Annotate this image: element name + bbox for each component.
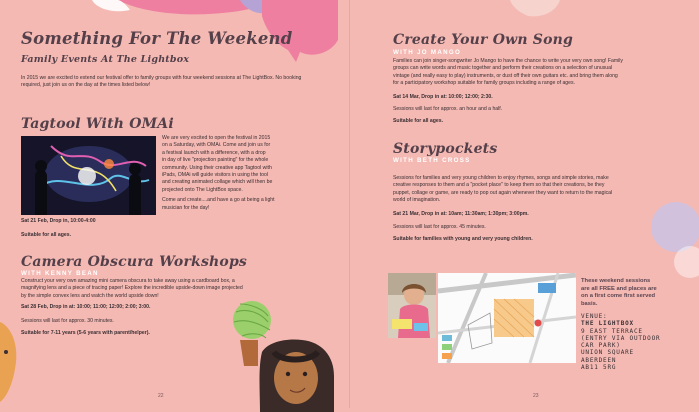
song-line: Families can join singer-songwriter Jo Mango to have the chance to write your very own song! Family (393, 58, 624, 64)
free-note-line: These weekend sessions (581, 278, 651, 284)
tagtool-photo (21, 136, 156, 215)
venue-address (581, 313, 693, 371)
song-description (393, 58, 693, 88)
song-title: Create Your Own Song (393, 32, 574, 48)
song-duration: Sessions will last for approx. an hour and a half. (393, 106, 503, 112)
story-line: puppet, collage or game, are ready to pop out again whenever they want to return to the magical (393, 189, 613, 196)
venue-line: VENUE: (581, 313, 608, 320)
camera-duration: Sessions will last for approx. 30 minutes. (21, 318, 114, 324)
story-description (393, 175, 693, 205)
story-line: Sessions for families and very young children to enjoy rhymes, songs and simple stories, make (393, 175, 609, 181)
story-title: Storypockets (393, 141, 498, 157)
story-suitable: Suitable for families with young and very young children. (393, 236, 533, 242)
story-with: WITH BETH CROSS (393, 157, 471, 164)
girl-with-yarn-illustration (210, 282, 360, 412)
camera-suitable: Suitable for 7-11 years (5-6 years with parent/helper). (21, 330, 150, 336)
venue-marker-icon (535, 320, 542, 327)
tagtool-line: iPads, OMAi will guide visitors in using the tool (162, 172, 269, 179)
left-page-number: 22 (158, 393, 164, 399)
right-page-number: 23 (533, 393, 539, 399)
song-line: for a participatory workshop suitable for family groups including a range of ages. (393, 80, 576, 87)
weekend-title: Something For The Weekend (21, 29, 293, 48)
camera-with: WITH KENNY BEAN (21, 270, 99, 277)
tagtool-description (162, 135, 342, 212)
child-crafting-image (388, 273, 436, 338)
free-sessions-note (581, 278, 693, 308)
camera-line: by the simple convex lens and watch the world upside down! (21, 292, 159, 299)
song-line: vintage (and really easy to play) instruments, or dust off their own guitars etc. and bring them along (393, 72, 618, 79)
tagtool-line: in day of live "projection painting" for the whole (162, 157, 269, 164)
camera-line: Construct your very own amazing mini camera obscura to take away using a cardboard box, a (21, 278, 235, 284)
tagtool-date: Sat 21 Feb, Drop in, 10:00-4:00 (21, 218, 96, 224)
left-edge-figure (0, 322, 16, 402)
tagtool-line: on a Saturday, with OMAi. Come and join us for (162, 142, 271, 149)
venue-line: THE LIGHTBOX (581, 320, 634, 328)
tagtool-suitable: Suitable for all ages. (21, 232, 71, 238)
camera-date: Sat 28 Feb, Drop in at: 10:00; 11:00; 12:00; 2:00; 3:00. (21, 304, 151, 310)
tagtool-line: projected onto The LightBox space. (162, 186, 243, 193)
story-duration: Sessions will last for approx. 45 minutes. (393, 224, 486, 230)
venue-line: UNION SQUARE (581, 349, 634, 357)
tagtool-line: musician for the day! (162, 204, 210, 211)
venue-line: 9 EAST TERRACE (581, 327, 643, 335)
story-line: world of imagination. (393, 197, 441, 204)
tagtool-title: Tagtool With OMAi (21, 116, 174, 132)
tagtool-line: a festival launch with a difference, with a drop (162, 149, 266, 156)
tagtool-line: Come and create....and have a go at being a light (162, 197, 275, 204)
story-date: Sat 21 Mar, Drop in at: 10am; 11:30am; 1:30pm; 3:00pm. (393, 211, 529, 217)
free-note-line: on a first come first served (581, 293, 656, 299)
tagtool-line: and creating animated collage which will then be (162, 179, 273, 186)
weekend-subtitle: Family Events At The Lightbox (21, 54, 190, 65)
right-top-swirl (510, 0, 560, 16)
tagtool-line: We are very excited to open the festival in 2015 (162, 135, 271, 141)
song-date: Sat 14 Mar, Drop in at: 10:00; 12:00; 2:30. (393, 94, 493, 100)
camera-line: magnifying lens and a piece of tracing paper! Explore the incredible upside-down image projected (21, 285, 243, 292)
story-line: creative responses to them and a "pocket place" to keep them so that their creations, be they (393, 182, 605, 189)
bubble-right-1 (651, 202, 699, 252)
song-suitable: Suitable for all ages. (393, 118, 443, 124)
venue-line: ABERDEEN (581, 356, 617, 364)
camera-title: Camera Obscura Workshops (21, 254, 248, 270)
free-note-line: basis. (581, 300, 598, 307)
venue-map (438, 273, 576, 363)
venue-line: AB11 5RG (581, 364, 617, 372)
left-edge-eye (4, 350, 8, 354)
song-line: groups can write words and music together and perform their creations on a selection of unusual (393, 65, 613, 72)
song-with: WITH JO MANGO (393, 49, 462, 56)
venue-line: CAR PARK) (581, 342, 621, 350)
projection-performance-image (21, 136, 156, 215)
tagtool-line: community. Using their creative app Tagtool with (162, 164, 272, 171)
weekend-intro: In 2015 we are excited to extend our festival offer to family groups with four weekend sessions at The LightBox. No booking required, just join us on the day at the times listed below! (21, 75, 302, 89)
storypockets-photo (388, 273, 436, 338)
free-note-line: are all FREE and places are (581, 285, 657, 292)
map-image (438, 273, 576, 363)
venue-line: (ENTRY VIA OUTDOOR (581, 334, 661, 342)
